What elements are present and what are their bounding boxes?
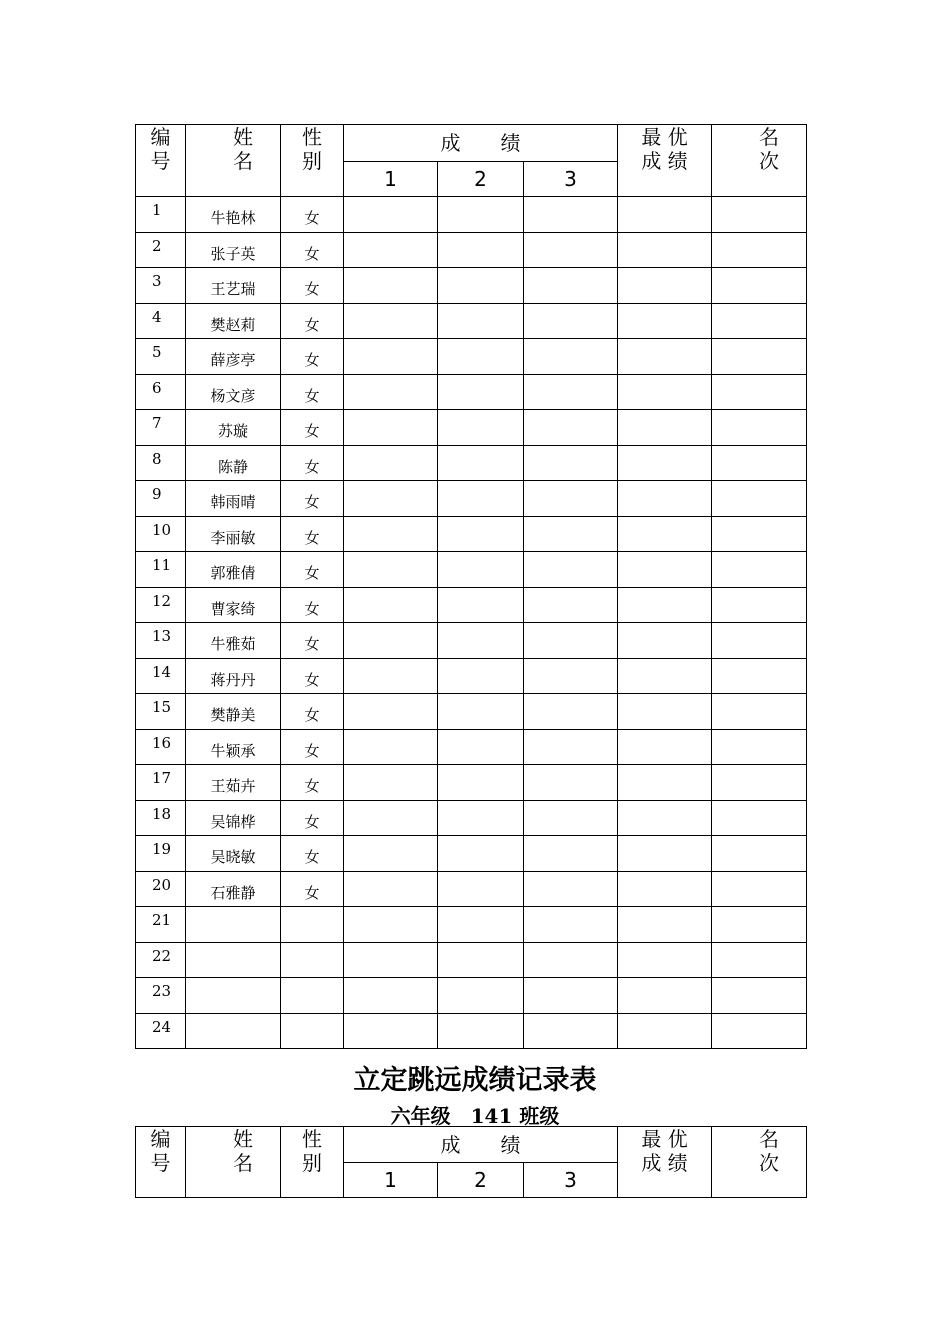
row-number: 6 — [136, 374, 186, 410]
trial-3-cell — [524, 623, 618, 659]
rank-cell — [712, 516, 807, 552]
row-number: 13 — [136, 623, 186, 659]
trial-2-cell — [438, 623, 524, 659]
trial-3-cell — [524, 481, 618, 517]
trial-2-cell — [438, 339, 524, 375]
best-score-cell — [618, 197, 712, 233]
student-name: 杨文彦 — [186, 374, 281, 410]
trial-1-cell — [344, 552, 438, 588]
best-score-cell — [618, 445, 712, 481]
student-gender: 女 — [281, 481, 344, 517]
rank-cell — [712, 268, 807, 304]
row-number: 2 — [136, 232, 186, 268]
trial-1-cell — [344, 268, 438, 304]
trial-2-cell — [438, 587, 524, 623]
rank-cell — [712, 410, 807, 446]
row-number: 14 — [136, 658, 186, 694]
trial-3-cell — [524, 197, 618, 233]
trial-2-cell — [438, 516, 524, 552]
best-score-cell — [618, 339, 712, 375]
table-row — [136, 339, 807, 375]
student-gender: 女 — [281, 410, 344, 446]
trial-1-cell — [344, 729, 438, 765]
trial-2-cell — [438, 871, 524, 907]
trial-1-cell — [344, 481, 438, 517]
trial-3-cell — [524, 800, 618, 836]
table-row — [136, 197, 807, 233]
trial-1-cell — [344, 978, 438, 1014]
student-gender: 女 — [281, 197, 344, 233]
page-title: 立定跳远成绩记录表 — [353, 1065, 597, 1096]
row-number: 22 — [136, 942, 186, 978]
score-rows — [136, 197, 807, 1049]
header-trial-3: 3 — [524, 162, 618, 197]
trial-1-cell — [344, 836, 438, 872]
student-name: 樊赵莉 — [186, 303, 281, 339]
trial-3-cell — [524, 410, 618, 446]
student-name: 樊静美 — [186, 694, 281, 730]
trial-1-cell — [344, 339, 438, 375]
rank-cell — [712, 978, 807, 1014]
trial-1-cell — [344, 942, 438, 978]
student-gender — [281, 907, 344, 943]
best-score-cell — [618, 658, 712, 694]
row-number: 3 — [136, 268, 186, 304]
trial-1-cell — [344, 800, 438, 836]
student-name: 吴锦桦 — [186, 800, 281, 836]
trial-1-cell — [344, 445, 438, 481]
rank-cell — [712, 552, 807, 588]
trial-2-cell — [438, 1013, 524, 1049]
trial-1-cell — [344, 658, 438, 694]
header-gender: 性 别 — [281, 1127, 344, 1198]
row-number: 7 — [136, 410, 186, 446]
student-name: 牛艳林 — [186, 197, 281, 233]
student-gender — [281, 942, 344, 978]
trial-2-cell — [438, 729, 524, 765]
best-score-cell — [618, 481, 712, 517]
rank-cell — [712, 197, 807, 233]
header-rank: 名 次 — [712, 1127, 807, 1198]
table-row — [136, 942, 807, 978]
trial-3-cell — [524, 445, 618, 481]
student-gender: 女 — [281, 765, 344, 801]
header-id: 编 号 — [136, 1127, 186, 1198]
best-score-cell — [618, 942, 712, 978]
student-name: 曹家绮 — [186, 587, 281, 623]
student-gender: 女 — [281, 232, 344, 268]
table-row — [136, 303, 807, 339]
trial-3-cell — [524, 871, 618, 907]
trial-2-cell — [438, 268, 524, 304]
student-name: 牛雅茹 — [186, 623, 281, 659]
student-name — [186, 907, 281, 943]
table-row — [136, 445, 807, 481]
row-number: 9 — [136, 481, 186, 517]
row-number: 5 — [136, 339, 186, 375]
student-name: 吴晓敏 — [186, 836, 281, 872]
trial-2-cell — [438, 197, 524, 233]
header-best: 最 优 成 绩 — [618, 1127, 712, 1198]
table-row — [136, 410, 807, 446]
rank-cell — [712, 232, 807, 268]
best-score-cell — [618, 907, 712, 943]
table-row — [136, 623, 807, 659]
row-number: 10 — [136, 516, 186, 552]
table-row — [136, 552, 807, 588]
row-number: 4 — [136, 303, 186, 339]
trial-3-cell — [524, 232, 618, 268]
trial-3-cell — [524, 836, 618, 872]
row-number: 16 — [136, 729, 186, 765]
trial-1-cell — [344, 765, 438, 801]
rank-cell — [712, 623, 807, 659]
student-gender: 女 — [281, 339, 344, 375]
best-score-cell — [618, 516, 712, 552]
trial-1-cell — [344, 232, 438, 268]
best-score-cell — [618, 836, 712, 872]
student-gender: 女 — [281, 445, 344, 481]
trial-1-cell — [344, 197, 438, 233]
student-gender — [281, 1013, 344, 1049]
header-name: 姓 名 — [186, 125, 281, 197]
trial-1-cell — [344, 871, 438, 907]
trial-3-cell — [524, 552, 618, 588]
header-score: 成 绩 — [344, 1127, 618, 1163]
rank-cell — [712, 658, 807, 694]
student-name: 王艺瑞 — [186, 268, 281, 304]
table-row — [136, 587, 807, 623]
student-gender: 女 — [281, 552, 344, 588]
table-row — [136, 871, 807, 907]
rank-cell — [712, 836, 807, 872]
trial-2-cell — [438, 552, 524, 588]
trial-3-cell — [524, 374, 618, 410]
student-gender: 女 — [281, 800, 344, 836]
row-number: 19 — [136, 836, 186, 872]
trial-1-cell — [344, 623, 438, 659]
table-row — [136, 729, 807, 765]
header-rank: 名 次 — [712, 125, 807, 197]
student-name: 陈静 — [186, 445, 281, 481]
rank-cell — [712, 481, 807, 517]
student-name: 石雅静 — [186, 871, 281, 907]
student-name: 张子英 — [186, 232, 281, 268]
best-score-cell — [618, 800, 712, 836]
student-name: 蒋丹丹 — [186, 658, 281, 694]
trial-2-cell — [438, 800, 524, 836]
trial-3-cell — [524, 516, 618, 552]
header-name: 姓 名 — [186, 1127, 281, 1198]
trial-2-cell — [438, 836, 524, 872]
trial-2-cell — [438, 232, 524, 268]
header-trial-1: 1 — [344, 162, 438, 197]
rank-cell — [712, 587, 807, 623]
trial-2-cell — [438, 303, 524, 339]
student-gender: 女 — [281, 658, 344, 694]
best-score-cell — [618, 303, 712, 339]
trial-2-cell — [438, 942, 524, 978]
student-name — [186, 978, 281, 1014]
row-number: 17 — [136, 765, 186, 801]
row-number: 12 — [136, 587, 186, 623]
page-subtitle: 六年级 141 班级 — [390, 1104, 560, 1128]
student-gender: 女 — [281, 836, 344, 872]
trial-2-cell — [438, 765, 524, 801]
best-score-cell — [618, 765, 712, 801]
student-gender: 女 — [281, 374, 344, 410]
trial-3-cell — [524, 694, 618, 730]
trial-3-cell — [524, 268, 618, 304]
student-name: 苏璇 — [186, 410, 281, 446]
trial-1-cell — [344, 374, 438, 410]
table-row — [136, 516, 807, 552]
table-row — [136, 1013, 807, 1049]
trial-2-cell — [438, 481, 524, 517]
score-table-top — [135, 124, 807, 1049]
student-gender — [281, 978, 344, 1014]
student-name: 薛彦亭 — [186, 339, 281, 375]
trial-3-cell — [524, 658, 618, 694]
row-number: 15 — [136, 694, 186, 730]
student-name: 牛颖承 — [186, 729, 281, 765]
table-row — [136, 658, 807, 694]
row-number: 18 — [136, 800, 186, 836]
student-gender: 女 — [281, 694, 344, 730]
best-score-cell — [618, 729, 712, 765]
header-trial-1: 1 — [344, 1163, 438, 1198]
student-name — [186, 1013, 281, 1049]
best-score-cell — [618, 268, 712, 304]
rank-cell — [712, 729, 807, 765]
trial-3-cell — [524, 729, 618, 765]
table-row — [136, 800, 807, 836]
rank-cell — [712, 942, 807, 978]
rank-cell — [712, 1013, 807, 1049]
table-row — [136, 232, 807, 268]
row-number: 1 — [136, 197, 186, 233]
table-row — [136, 836, 807, 872]
student-gender: 女 — [281, 871, 344, 907]
trial-2-cell — [438, 658, 524, 694]
trial-1-cell — [344, 516, 438, 552]
best-score-cell — [618, 410, 712, 446]
student-gender: 女 — [281, 516, 344, 552]
rank-cell — [712, 339, 807, 375]
trial-1-cell — [344, 587, 438, 623]
student-gender: 女 — [281, 268, 344, 304]
trial-2-cell — [438, 410, 524, 446]
header-trial-2: 2 — [438, 162, 524, 197]
rank-cell — [712, 907, 807, 943]
best-score-cell — [618, 232, 712, 268]
trial-1-cell — [344, 410, 438, 446]
table-row — [136, 978, 807, 1014]
header-score: 成 绩 — [344, 125, 618, 162]
student-gender: 女 — [281, 303, 344, 339]
trial-2-cell — [438, 374, 524, 410]
student-gender: 女 — [281, 623, 344, 659]
student-gender: 女 — [281, 729, 344, 765]
header-best: 最 优 成 绩 — [618, 125, 712, 197]
trial-3-cell — [524, 907, 618, 943]
header-gender: 性 别 — [281, 125, 344, 197]
row-number: 24 — [136, 1013, 186, 1049]
trial-2-cell — [438, 445, 524, 481]
row-number: 20 — [136, 871, 186, 907]
table-row — [136, 907, 807, 943]
best-score-cell — [618, 374, 712, 410]
table-row — [136, 765, 807, 801]
table-row — [136, 374, 807, 410]
rank-cell — [712, 445, 807, 481]
best-score-cell — [618, 552, 712, 588]
table-row — [136, 268, 807, 304]
trial-3-cell — [524, 765, 618, 801]
rank-cell — [712, 694, 807, 730]
trial-1-cell — [344, 694, 438, 730]
trial-3-cell — [524, 1013, 618, 1049]
row-number: 21 — [136, 907, 186, 943]
rank-cell — [712, 374, 807, 410]
trial-3-cell — [524, 942, 618, 978]
row-number: 8 — [136, 445, 186, 481]
trial-2-cell — [438, 907, 524, 943]
header-trial-2: 2 — [438, 1163, 524, 1198]
table-row — [136, 481, 807, 517]
trial-1-cell — [344, 1013, 438, 1049]
table-row — [136, 694, 807, 730]
row-number: 11 — [136, 552, 186, 588]
rank-cell — [712, 800, 807, 836]
student-name: 李丽敏 — [186, 516, 281, 552]
best-score-cell — [618, 587, 712, 623]
header-trial-3: 3 — [524, 1163, 618, 1198]
student-name: 韩雨晴 — [186, 481, 281, 517]
best-score-cell — [618, 978, 712, 1014]
rank-cell — [712, 871, 807, 907]
best-score-cell — [618, 871, 712, 907]
rank-cell — [712, 765, 807, 801]
student-name: 郭雅倩 — [186, 552, 281, 588]
trial-1-cell — [344, 303, 438, 339]
best-score-cell — [618, 623, 712, 659]
student-name: 王茹卉 — [186, 765, 281, 801]
best-score-cell — [618, 1013, 712, 1049]
trial-2-cell — [438, 694, 524, 730]
row-number: 23 — [136, 978, 186, 1014]
trial-3-cell — [524, 339, 618, 375]
trial-3-cell — [524, 303, 618, 339]
score-table-bottom — [135, 1126, 807, 1198]
trial-2-cell — [438, 978, 524, 1014]
student-gender: 女 — [281, 587, 344, 623]
trial-3-cell — [524, 978, 618, 1014]
trial-3-cell — [524, 587, 618, 623]
trial-1-cell — [344, 907, 438, 943]
best-score-cell — [618, 694, 712, 730]
rank-cell — [712, 303, 807, 339]
student-name — [186, 942, 281, 978]
header-id: 编 号 — [136, 125, 186, 197]
